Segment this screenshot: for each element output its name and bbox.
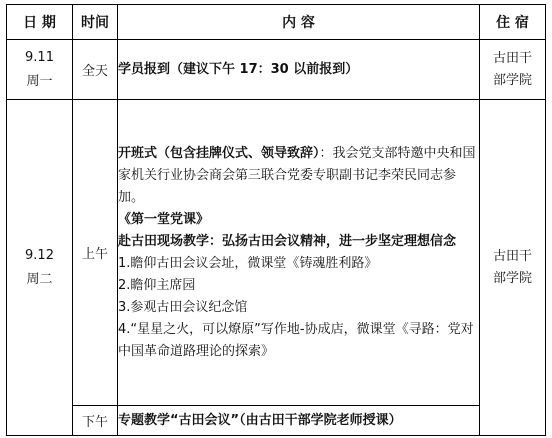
table-row [7,40,546,100]
opening-desc: ：我会党支部特邀中央和国家机关行业协会商会第三联合党委专职副书记李荣民同志参加。 [118,145,476,205]
header-time: 时间 [73,5,118,40]
header-date: 日 期 [7,5,73,40]
accommodation-cell [480,100,546,436]
content-cell: 专题教学“古田会议”（由古田干部学院老师授课） [118,406,480,436]
list-item: 2.瞻仰主席园 [118,277,196,293]
date-cell [7,100,73,436]
list-item: 3.参观古田会议纪念馆 [118,299,248,315]
schedule-table [6,4,546,436]
list-item: 1.瞻仰古田会议会址，微课堂《铸魂胜利路》 [118,255,378,271]
date-value: 9.11 [25,49,54,65]
content-cell [118,100,480,406]
content-cell: 学员报到（建议下午 17：30 以前报到） [118,40,480,100]
table-row [7,100,546,406]
time-cell: 上午 [73,100,118,406]
accommodation-line: 古田干 [492,50,532,66]
lesson-title: 《第一堂党课》 [118,211,210,227]
field-teaching-title: 赴古田现场教学：弘扬古田会议精神，进一步坚定理想信念 [118,233,457,249]
table-row [7,406,546,436]
header-accommodation: 住 宿 [480,5,546,40]
time-cell: 下午 [73,406,118,436]
date-value: 9.12 [25,247,54,263]
list-item: 4.“星星之火，可以燎原”写作地-协成店，微课堂《寻路：党对中国革命道路理论的探索》 [118,321,474,359]
weekday-value: 周一 [26,73,53,89]
accommodation-line: 部学院 [492,270,532,286]
header-content: 内 容 [118,5,480,40]
accommodation-cell [480,40,546,100]
time-cell: 全天 [73,40,118,100]
accommodation-line: 部学院 [492,72,532,88]
weekday-value: 周二 [26,271,53,287]
header-row [7,5,546,40]
opening-title: 开班式（包含挂牌仪式、领导致辞） [118,145,320,161]
date-cell [7,40,73,100]
accommodation-line: 古田干 [492,248,532,264]
